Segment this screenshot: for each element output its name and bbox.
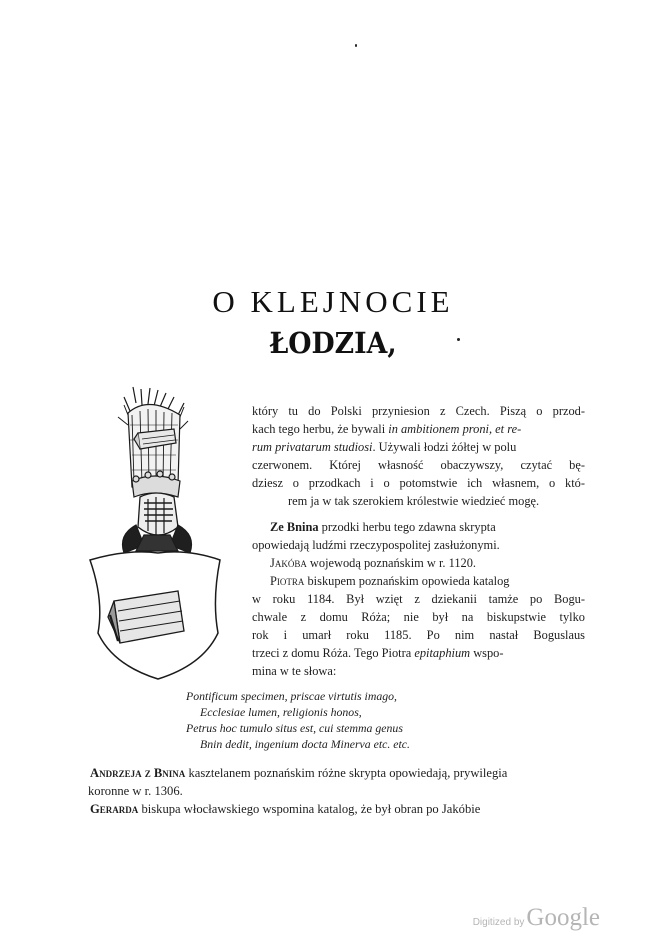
poem-line: Pontificum specimen, priscae virtutis imago, bbox=[186, 689, 398, 703]
gerard-paragraph bbox=[88, 800, 580, 818]
text-line: Piotra biskupem poznańskim opowieda katalog bbox=[270, 574, 510, 588]
jakob-paragraph bbox=[252, 554, 585, 572]
digitized-by-google-watermark: Digitized byGoogle bbox=[472, 904, 600, 931]
text-line: Andrzeja z Bnina kasztelanem poznańskim różne skrypta opowiedają, prywilegia bbox=[90, 766, 508, 780]
coat-of-arms-name: ŁODZIA, bbox=[269, 326, 397, 360]
text-line: rok i umarł roku 1185. Po nim nastał Boguslaus bbox=[252, 628, 585, 642]
intro-paragraph bbox=[252, 402, 585, 510]
text-line: mina w te słowa: bbox=[252, 664, 337, 678]
helmet bbox=[138, 493, 178, 535]
text-line: Jakóba wojewodą poznańskim w r. 1120. bbox=[270, 556, 477, 570]
poem-line: Ecclesiae lumen, religionis honos, bbox=[200, 705, 362, 719]
text-line: Gerarda biskupa włocławskiego wspomina katalog, że był obran po Jakóbie bbox=[90, 802, 481, 816]
text-line: czerwonem. Której własność obaczywszy, czytać bę- bbox=[252, 458, 585, 472]
google-logo: Google bbox=[526, 904, 600, 931]
epitaph-poem bbox=[186, 688, 410, 752]
text-line: trzeci z domu Róża. Tego Piotra epitaphium wspo- bbox=[252, 646, 504, 660]
text-line: Ze Bnina przodki herbu tego zdawna skrypta bbox=[270, 520, 496, 534]
text-line: dziesz o przodkach i o potomstwie ich własnem, o któ- bbox=[252, 476, 585, 490]
andrzej-paragraph bbox=[88, 764, 580, 800]
text-line: chwale z domu Róża; nie był na biskupstwie tylko bbox=[252, 610, 585, 624]
poem-line: Bnin dedit, ingenium docta Minerva etc. etc. bbox=[200, 737, 410, 751]
bnin-paragraph bbox=[252, 518, 585, 554]
text-line: koronne w r. 1306. bbox=[88, 784, 183, 798]
text-line: rum privatarum studiosi. Używali łodzi żółtej w polu bbox=[252, 440, 517, 454]
text-line: opowiedają ludźmi rzeczypospolitej zasłużonymi. bbox=[252, 538, 500, 552]
piotr-paragraph bbox=[252, 572, 585, 680]
text-line: kach tego herbu, że bywali in ambitionem proni, et re- bbox=[252, 422, 522, 436]
coat-of-arms-illustration bbox=[88, 385, 248, 680]
poem-line: Petrus hoc tumulo situs est, cui stemma genus bbox=[186, 721, 403, 735]
text-line: rem ja w tak szerokiem królestwie wiedzieć mogę. bbox=[288, 494, 540, 508]
text-line: który tu do Polski przyniesion z Czech. Piszą o przod- bbox=[252, 404, 585, 418]
text-line: w roku 1184. Był wzięt z dziekanii tamże po Bogu- bbox=[252, 592, 585, 606]
page-title: O KLEJNOCIE bbox=[212, 284, 454, 319]
